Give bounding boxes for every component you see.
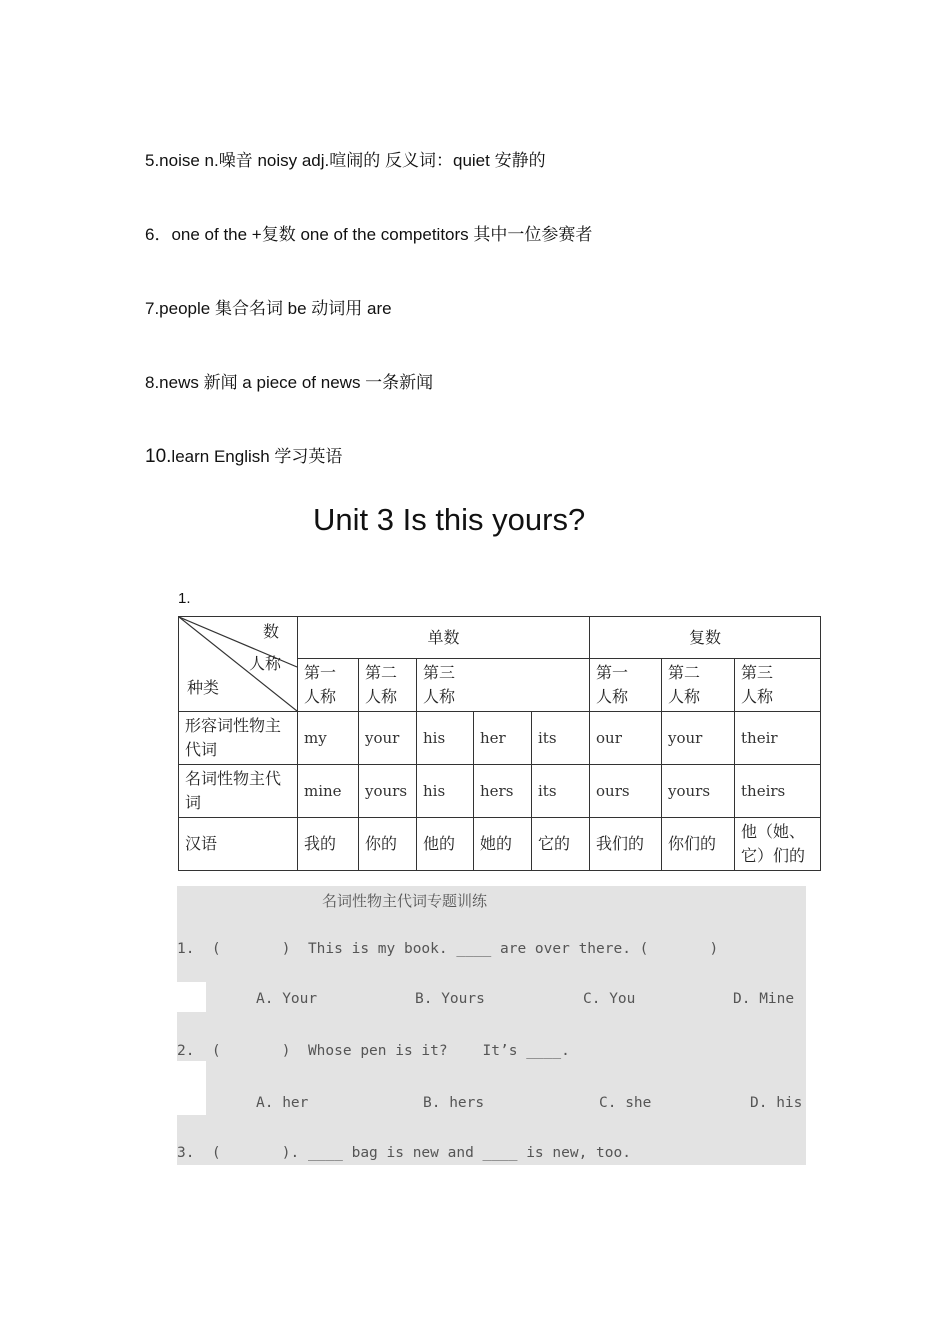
exercise-section <box>177 886 806 1165</box>
option-a: A. Your <box>256 991 318 1007</box>
vocab-item-7: 7.people 集合名词 be 动词用 are <box>145 299 392 318</box>
table-cell: 他的 <box>417 818 474 871</box>
pronoun-table <box>178 616 821 871</box>
option-c: C. You <box>583 991 636 1007</box>
vocab-item-6: 6．one of the +复数 one of the competitors 其中一位参赛者 <box>145 225 593 244</box>
row-label: 形容词性物主代词 <box>179 712 298 765</box>
corner-label-category: 种类 <box>187 678 220 697</box>
exercise-heading: 名词性物主代词专题训练 <box>322 892 488 910</box>
table-cell: her <box>474 712 532 765</box>
table-row <box>179 712 821 765</box>
table-cell: 我们的 <box>590 818 662 871</box>
corner-label-person: 人称 <box>248 654 281 673</box>
person-header: 第三 人称 <box>735 659 821 712</box>
question-row <box>177 1143 806 1165</box>
options-row <box>177 1092 806 1116</box>
row-label: 汉语 <box>179 818 298 871</box>
exercise-background <box>177 886 806 1165</box>
option-d: D. his <box>750 1095 803 1111</box>
options-row <box>177 988 806 1012</box>
question-3: 3. ( ). ____ bag is new and ____ is new, too. <box>177 1145 631 1161</box>
option-b: B. Yours <box>415 991 485 1007</box>
table-cell: their <box>735 712 821 765</box>
table-cell: our <box>590 712 662 765</box>
table-cell: hers <box>474 765 532 818</box>
option-a: A. her <box>256 1095 309 1111</box>
table-cell: 你们的 <box>662 818 735 871</box>
option-b: B. hers <box>423 1095 485 1111</box>
table-cell: 我的 <box>298 818 359 871</box>
option-d: D. Mine <box>733 991 795 1007</box>
header-singular: 单数 <box>298 617 590 659</box>
person-header: 第一 人称 <box>590 659 662 712</box>
vocab-item-10-number: 10. <box>145 446 172 467</box>
question-row <box>177 938 806 962</box>
table-cell: his <box>417 765 474 818</box>
table-cell: 他（她、它）们的 <box>735 818 821 871</box>
vocab-item-10-text: learn English 学习英语 <box>171 447 343 466</box>
table-row <box>179 818 821 871</box>
table-cell: its <box>532 765 590 818</box>
table-cell: yours <box>359 765 417 818</box>
table-number: 1. <box>178 590 191 607</box>
table-cell: 你的 <box>359 818 417 871</box>
person-header: 第一 人称 <box>298 659 359 712</box>
corner-label-number: 数 <box>262 622 279 641</box>
vocab-item-5: 5.noise n.噪音 noisy adj.喧闹的 反义词：quiet 安静的 <box>145 151 546 170</box>
question-1: 1. ( ) This is my book. ____ are over there. ( ) <box>177 941 719 957</box>
person-header: 第二 人称 <box>662 659 735 712</box>
person-header: 第三 人称 <box>417 659 590 712</box>
question-2: 2. ( ) Whose pen is it? It’s ____. <box>177 1043 570 1059</box>
table-cell: his <box>417 712 474 765</box>
table-cell: your <box>662 712 735 765</box>
person-header: 第二 人称 <box>359 659 417 712</box>
table-cell: your <box>359 712 417 765</box>
option-c: C. she <box>599 1095 652 1111</box>
table-cell: my <box>298 712 359 765</box>
exercise-heading-row <box>177 886 806 912</box>
table-row <box>179 765 821 818</box>
table-cell: theirs <box>735 765 821 818</box>
table-cell: 它的 <box>532 818 590 871</box>
table-cell: 她的 <box>474 818 532 871</box>
unit-title: Unit 3 Is this yours? <box>313 502 586 537</box>
question-row <box>177 1040 806 1064</box>
table-cell: its <box>532 712 590 765</box>
table-cell: ours <box>590 765 662 818</box>
row-label: 名词性物主代词 <box>179 765 298 818</box>
corner-header-cell <box>179 617 298 712</box>
table-cell: mine <box>298 765 359 818</box>
vocab-item-10 <box>145 447 342 467</box>
vocab-item-8: 8.news 新闻 a piece of news 一条新闻 <box>145 373 434 392</box>
table-cell: yours <box>662 765 735 818</box>
header-plural: 复数 <box>590 617 821 659</box>
